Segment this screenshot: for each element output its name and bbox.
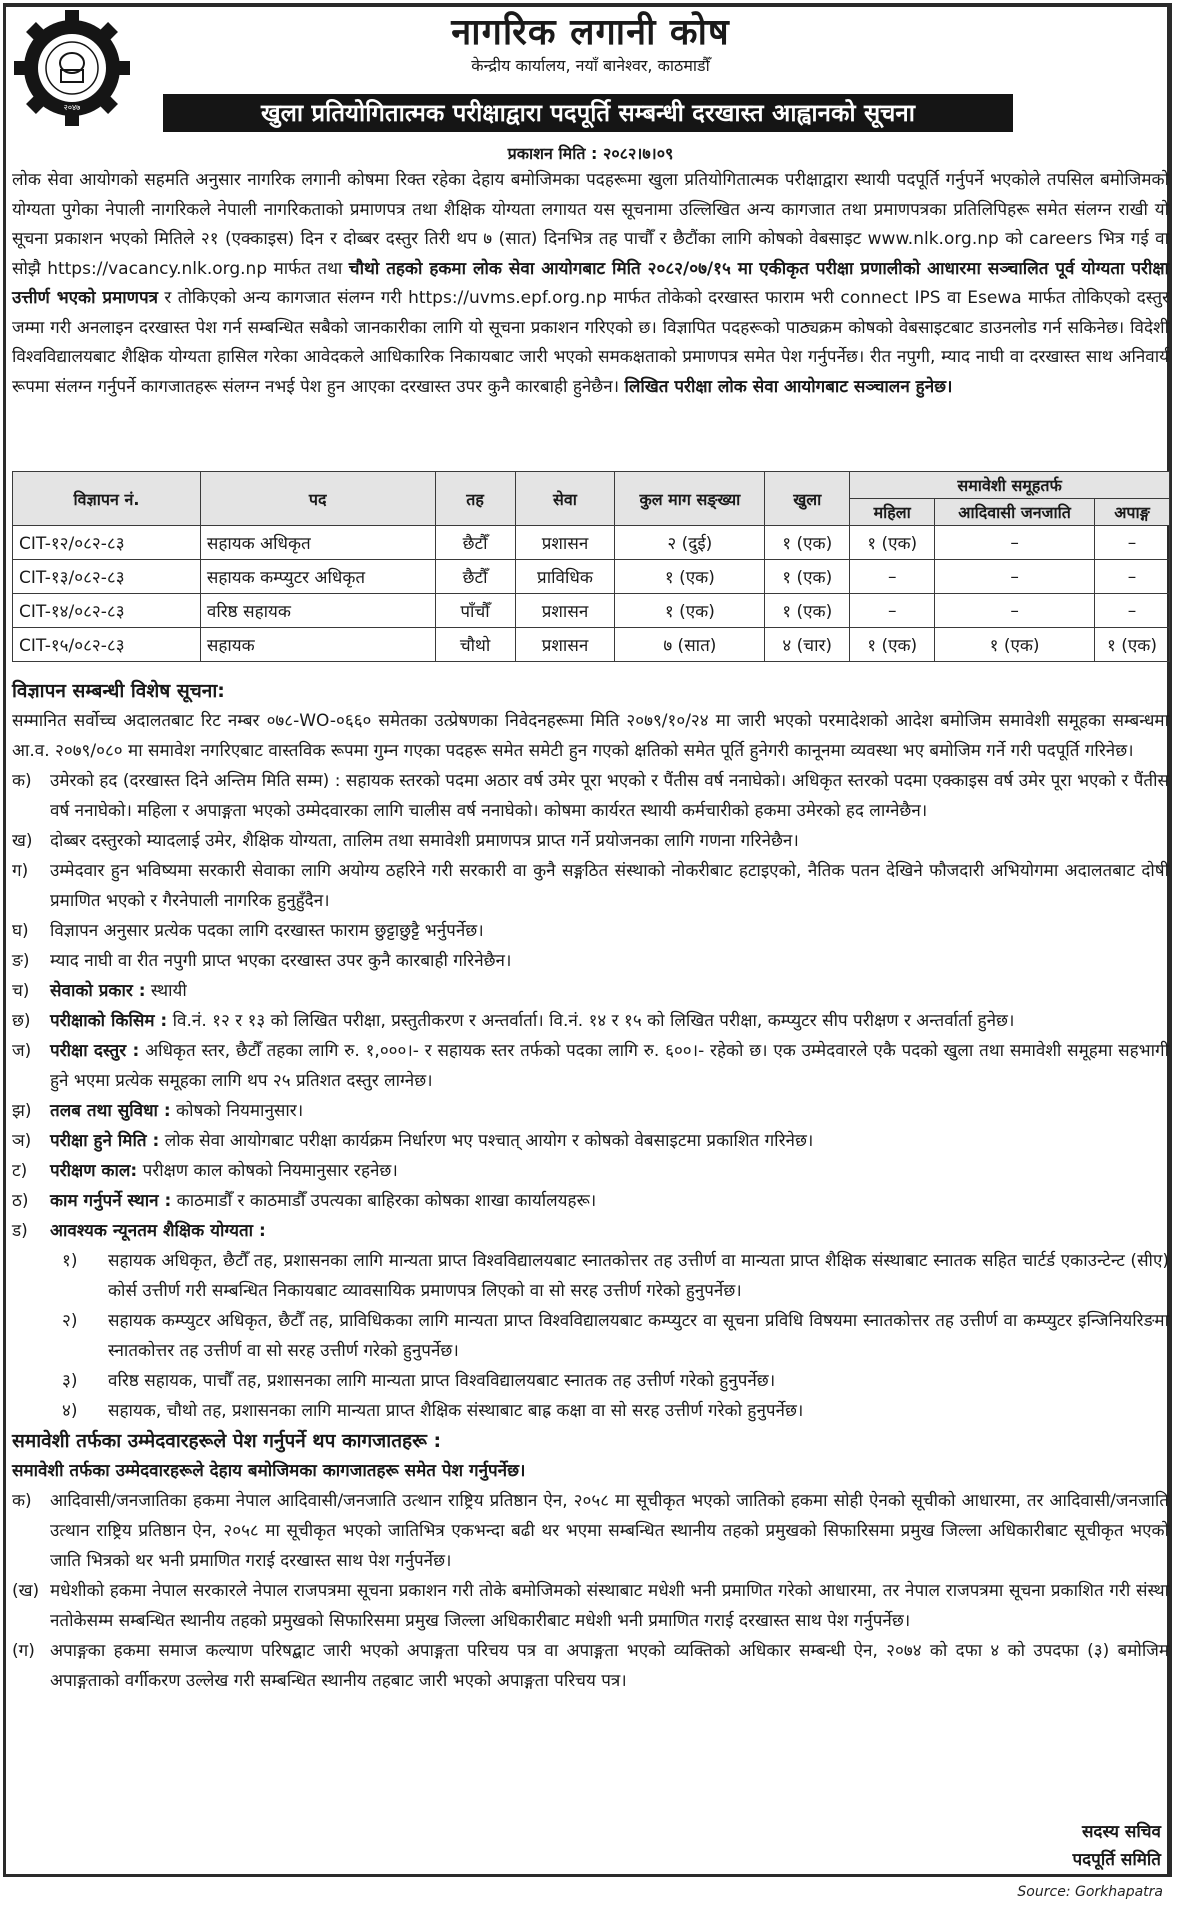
table-row [13, 628, 1170, 662]
cell-service: प्रशासन [515, 526, 615, 560]
special-notice-heading: विज्ञापन सम्बन्धी विशेष सूचना: [12, 680, 225, 702]
cell-ad-no: CIT-१४/०८२-८३ [13, 594, 201, 628]
col-disabled: अपाङ्ग [1095, 499, 1170, 526]
cell-total: १ (एक) [615, 560, 765, 594]
publication-date-value: २०८२।७।०९ [603, 144, 674, 163]
cell-women: – [850, 560, 935, 594]
cell-ad-no: CIT-१२/०८२-८३ [13, 526, 201, 560]
source-credit: Source: Gorkhapatra [1017, 1884, 1163, 1900]
signature-title: सदस्य सचिव [1081, 1822, 1161, 1842]
cell-women: १ (एक) [850, 526, 935, 560]
cell-level: छैटौँ [435, 526, 515, 560]
notice-item-probation: ट) परीक्षण काल: परीक्षण काल कोषको नियमानुसार रहनेछ। [12, 1161, 398, 1181]
col-ad-no: विज्ञापन नं. [13, 472, 201, 526]
cell-ad-no: CIT-१३/०८२-८३ [13, 560, 201, 594]
cell-adivasi: – [935, 594, 1095, 628]
intro-text-1: लोक सेवा आयोगको सहमति अनुसार नागरिक लगानी कोषमा रिक्त रहेका देहाय बमोजिमका पदहरूमा खुला प्रतियोगितात्मक परीक्षाद्वारा स्थायी पदपूर्ति गर्नुपर्ने भएकोले तपसिल बमोजिमको योग्यता पुगेका नेपाली नागरिकले नेपाली नागरिकताको प्रमाणपत्र तथा शैक्षिक योग्यता लगायत यस सूचनामा उल्लिखित अन्य कागजात तथा प्रमाणपत्रका प्रतिलिपिहरू समेत संलग्न राखी यो सूचना प्रकाशन भएको मितिले २१ (एक्काइस) दिन र दोब्बर दस्तुर तिरी थप ७ (सात) दिनभित्र तह पाचौँ र छैटौंका लागि कोषको वेबसाइट www.nlk.org.np को careers भित्र गई वा सोझै https://vacancy.nlk.org.np मार्फत तथा [12, 170, 1169, 279]
cell-disabled: – [1095, 594, 1170, 628]
intro-bold-2: लिखित परीक्षा लोक सेवा आयोगबाट सञ्चालन हुनेछ। [624, 376, 953, 397]
qualification-item: ४) सहायक, चौथो तह, प्रशासनका लागि मान्यता प्राप्त शैक्षिक संस्थाबाट बाह्र कक्षा वा सो सरह उत्तीर्ण गरेको हुनुपर्नेछ। [62, 1401, 804, 1421]
inclusive-item: (ख) मधेशीको हकमा नेपाल सरकारले नेपाल राजपत्रमा सूचना प्रकाशन गरी तोके बमोजिमको संस्थाबाट मधेशी भनी प्रमाणित गरेको आधारमा, तर नेपाल राजपत्रमा सूचना प्रकाशित गरी संस्था नतोकेसम्म सम्बन्धित स्थानीय तहको प्रमुखको सिफारिसमा प्रमुख जिल्ला अधिकारीबाट मधेशी भनी प्रमाणित गराई दरखास्त साथ पेश गर्नुपर्नेछ। [12, 1581, 1169, 1631]
intro-text-2: र तोकिएको अन्य कागजात संलग्न गरी https://uvms.epf.org.np मार्फत तोकेको दरखास्त फाराम भरी connect IPS वा Esewa मार्फत तोकिएको दस्तुर जम्मा गरी अनलाइन दरखास्त पेश गर्न सम्बन्धित सबैको जानकारीका लागि यो सूचना प्रकाशन गरिएको छ। विज्ञापित पदहरूको पाठ्यक्रम कोषको वेबसाइटबाट डाउनलोड गर्न सकिनेछ। विदेशी विश्वविद्यालयबाट शैक्षिक योग्यता हासिल गरेका आवेदकले आधिकारिक निकायबाट जारी भएको समकक्षताको प्रमाणपत्र समेत पेश गर्नुपर्नेछ। रीत नपुगी, म्याद नाघी वा दरखास्त साथ अनिवार्य रूपमा संलग्न गर्नुपर्ने कागजातहरू संलग्न नभई पेश हुन आएका दरखास्त उपर कुनै कारबाही हुनेछैन। [12, 288, 1169, 397]
table-row [13, 526, 1170, 560]
col-service: सेवा [515, 472, 615, 526]
intro-bold-1: चौथो तहको हकमा लोक सेवा आयोगबाट मिति २०८२/०७/१५ मा एकीकृत परीक्षा प्रणालीको आधारमा सञ्चालित पूर्व योग्यता परीक्षा उत्तीर्ण भएको प्रमाणपत्र [12, 258, 1169, 308]
notice-item-salary: झ) तलब तथा सुविधा : कोषको नियमानुसार। [12, 1101, 304, 1121]
col-inclusive-group: समावेशी समूहतर्फ [850, 472, 1170, 499]
notice-item-exam-date: ञ) परीक्षा हुने मिति : लोक सेवा आयोगबाट परीक्षा कार्यक्रम निर्धारण भए पश्चात् आयोग र कोषको वेबसाइटमा प्रकाशित गरिनेछ। [12, 1131, 814, 1151]
notice-item-exam-type: छ) परीक्षाको किसिम : वि.नं. १२ र १३ को लिखित परीक्षा, प्रस्तुतीकरण र अन्तर्वार्ता। वि.नं. १४ र १५ को लिखित परीक्षा, कम्प्युटर सीप परीक्षण र अन्तर्वार्ता हुनेछ। [12, 1011, 1015, 1031]
notice-item-exam-fee: ज) परीक्षा दस्तुर : अधिकृत स्तर, छैटौँ तहका लागि रु. १,०००।- र सहायक स्तर तर्फको पदका लागि रु. ६००।- रहेको छ। एक उम्मेदवारले एकै पदको खुला तथा समावेशी समूहमा सहभागी हुने भएमा प्रत्येक समूहका लागि थप २५ प्रतिशत दस्तुर लाग्नेछ। [12, 1041, 1169, 1091]
notice-item: ग) उम्मेदवार हुन भविष्यमा सरकारी सेवाका लागि अयोग्य ठहरिने गरी सरकारी वा कुनै सङ्गठित संस्थाको नोकरीबाट हटाइएको, नैतिक पतन देखिने फौजदारी अभियोगमा अदालतबाट दोषी प्रमाणित भएको र गैरनेपाली नागरिक हुनुहुँदैन। [12, 861, 1169, 911]
qualification-item: २) सहायक कम्प्युटर अधिकृत, छैटौँ तह, प्राविधिकका लागि मान्यता प्राप्त विश्वविद्यालयबाट कम्प्युटर वा सूचना प्रविधि विषयमा स्नातकोत्तर तह उत्तीर्ण वा कम्प्युटर इन्जिनियरिङमा स्नातकोत्तर तह उत्तीर्ण वा सो सरह उत्तीर्ण गरेको हुनुपर्नेछ। [62, 1311, 1169, 1361]
notice-item: ङ) म्याद नाघी वा रीत नपुगी प्राप्त भएका दरखास्त उपर कुनै कारबाही गरिनेछैन। [12, 951, 512, 971]
special-notice-section [12, 676, 1169, 1696]
cell-women: – [850, 594, 935, 628]
cell-ad-no: CIT-१५/०८२-८३ [13, 628, 201, 662]
notice-item-qualification: ड) आवश्यक न्यूनतम शैक्षिक योग्यता : [12, 1221, 266, 1241]
notice-item: घ) विज्ञापन अनुसार प्रत्येक पदका लागि दरखास्त फाराम छुट्टाछुट्टै भर्नुपर्नेछ। [12, 921, 484, 941]
publication-date [0, 142, 1181, 164]
org-address: केन्द्रीय कार्यालय, नयाँ बानेश्वर, काठमाडौँ [471, 56, 710, 75]
publication-date-label: प्रकाशन मिति : [507, 144, 598, 163]
cell-level: छैटौँ [435, 560, 515, 594]
inclusive-item: क) आदिवासी/जनजातिका हकमा नेपाल आदिवासी/जनजाति उत्थान राष्ट्रिय प्रतिष्ठान ऐन, २०५८ मा सूचीकृत भएको जातिको हकमा सोही ऐनको सूचीको आधारमा, तर आदिवासी/जनजाति उत्थान राष्ट्रिय प्रतिष्ठान ऐन, २०५८ मा सूचीकृत भएको जातिभित्र एकभन्दा बढी थर भएमा सम्बन्धित स्थानीय तहको प्रमुखको सिफारिसमा प्रमुख जिल्ला अधिकारीबाट सूचीकृत भएको जाति भित्रको थर भनी प्रमाणित गराई दरखास्त साथ पेश गर्नुपर्नेछ। [12, 1491, 1169, 1571]
cell-level: चौथो [435, 628, 515, 662]
signature-committee: पदपूर्ति समिति [1072, 1850, 1161, 1870]
cell-level: पाँचौँ [435, 594, 515, 628]
cell-total: ७ (सात) [615, 628, 765, 662]
notice-title-banner: खुला प्रतियोगितात्मक परीक्षाद्वारा पदपूर्ति सम्बन्धी दरखास्त आह्वानको सूचना [163, 94, 1013, 132]
col-total: कुल माग सङ्ख्या [615, 472, 765, 526]
cell-post: सहायक कम्प्युटर अधिकृत [200, 560, 435, 594]
cell-service: प्रशासन [515, 628, 615, 662]
inclusive-heading: समावेशी तर्फका उम्मेदवारहरूले पेश गर्नुपर्ने थप कागजातहरू : [12, 1430, 442, 1452]
col-level: तह [435, 472, 515, 526]
cell-disabled: – [1095, 560, 1170, 594]
table-row [13, 594, 1170, 628]
cell-service: प्राविधिक [515, 560, 615, 594]
cell-post: सहायक अधिकृत [200, 526, 435, 560]
notice-item: ख) दोब्बर दस्तुरको म्यादलाई उमेर, शैक्षिक योग्यता, तालिम तथा समावेशी प्रमाणपत्र प्राप्त गर्ने प्रयोजनका लागि गणना गरिनेछैन। [12, 831, 799, 851]
cell-open: १ (एक) [765, 560, 850, 594]
intro-paragraph [12, 166, 1169, 402]
notice-item-work-location: ठ) काम गर्नुपर्ने स्थान : काठमाडौँ र काठमाडौँ उपत्यका बाहिरका कोषका शाखा कार्यालयहरू। [12, 1191, 597, 1211]
qualification-item: १) सहायक अधिकृत, छैटौँ तह, प्रशासनका लागि मान्यता प्राप्त विश्वविद्यालयबाट स्नातकोत्तर तह उत्तीर्ण वा मान्यता प्राप्त शैक्षिक संस्थाबाट स्नातक सहित चार्टर्ड एकाउन्टेन्ट (सीए) कोर्स उत्तीर्ण गरी सम्बन्धित निकायबाट व्यावसायिक प्रमाणपत्र लिएको वा सो सरह उत्तीर्ण गरेको हुनुपर्नेछ। [62, 1251, 1169, 1301]
col-women: महिला [850, 499, 935, 526]
cell-total: २ (दुई) [615, 526, 765, 560]
svg-text:२०४७: २०४७ [63, 103, 81, 112]
cell-adivasi: – [935, 526, 1095, 560]
inclusive-subheading: समावेशी तर्फका उम्मेदवारहरूले देहाय बमोजिमका कागजातहरू समेत पेश गर्नुपर्नेछ। [12, 1461, 526, 1481]
cell-disabled: १ (एक) [1095, 628, 1170, 662]
cell-women: १ (एक) [850, 628, 935, 662]
col-post: पद [200, 472, 435, 526]
cell-open: १ (एक) [765, 526, 850, 560]
special-notice-intro: सम्मानित सर्वोच्च अदालतबाट रिट नम्बर ०७८-WO-०६६० समेतका उत्प्रेषणका निवेदनहरूमा मिति २०७९/१०/२४ मा जारी भएको परमादेशको आदेश बमोजिम समावेशी समूहका सम्बन्धमा आ.व. २०७९/०८० मा समावेश नगरिएबाट वास्तविक रूपमा गुम्न गएका पदहरू समेत समेटी हुन गएको क्षतिको समेत पूर्ति हुनेगरी कानूनमा व्यवस्था भए बमोजिम गर्ने गरी पदपूर्ति गरिनेछ। [12, 711, 1169, 761]
table-row [13, 560, 1170, 594]
notice-item: क) उमेरको हद (दरखास्त दिने अन्तिम मिति सम्म) : सहायक स्तरको पदमा अठार वर्ष उमेर पूरा भएको र पैंतीस वर्ष ननाघेको। अधिकृत स्तरको पदमा एक्काइस वर्ष उमेर पूरा भएको र पैंतीस वर्ष ननाघेको। महिला र अपाङ्गता भएको उम्मेदवारका लागि चालीस वर्ष ननाघेको। कोषमा कार्यरत स्थायी कर्मचारीको हकमा उमेरको हद लाग्नेछैन। [12, 771, 1169, 821]
col-open: खुला [765, 472, 850, 526]
cell-post: सहायक [200, 628, 435, 662]
col-adivasi: आदिवासी जनजाति [935, 499, 1095, 526]
cell-disabled: – [1095, 526, 1170, 560]
signature-block [1072, 1818, 1161, 1874]
inclusive-item: (ग) अपाङ्गका हकमा समाज कल्याण परिषद्बाट जारी भएको अपाङ्गता परिचय पत्र वा अपाङ्गता भएको व्यक्तिको अधिकार सम्बन्धी ऐन, २०७४ को दफा ४ को उपदफा (३) बमोजिम अपाङ्गताको वर्गीकरण उल्लेख गरी सम्बन्धित स्थानीय तहबाट जारी भएको अपाङ्गता परिचय पत्र। [12, 1641, 1169, 1691]
cell-open: ४ (चार) [765, 628, 850, 662]
vacancy-table [12, 471, 1170, 662]
cell-service: प्रशासन [515, 594, 615, 628]
org-name: नागरिक लगानी कोष [451, 12, 730, 53]
cell-post: वरिष्ठ सहायक [200, 594, 435, 628]
cell-adivasi: १ (एक) [935, 628, 1095, 662]
cell-adivasi: – [935, 560, 1095, 594]
cell-total: १ (एक) [615, 594, 765, 628]
notice-item-service-type: च) सेवाको प्रकार : स्थायी [12, 981, 187, 1001]
cell-open: १ (एक) [765, 594, 850, 628]
qualification-item: ३) वरिष्ठ सहायक, पाचौँ तह, प्रशासनका लागि मान्यता प्राप्त विश्वविद्यालयबाट स्नातक तह उत्तीर्ण गरेको हुनुपर्नेछ। [62, 1371, 776, 1391]
